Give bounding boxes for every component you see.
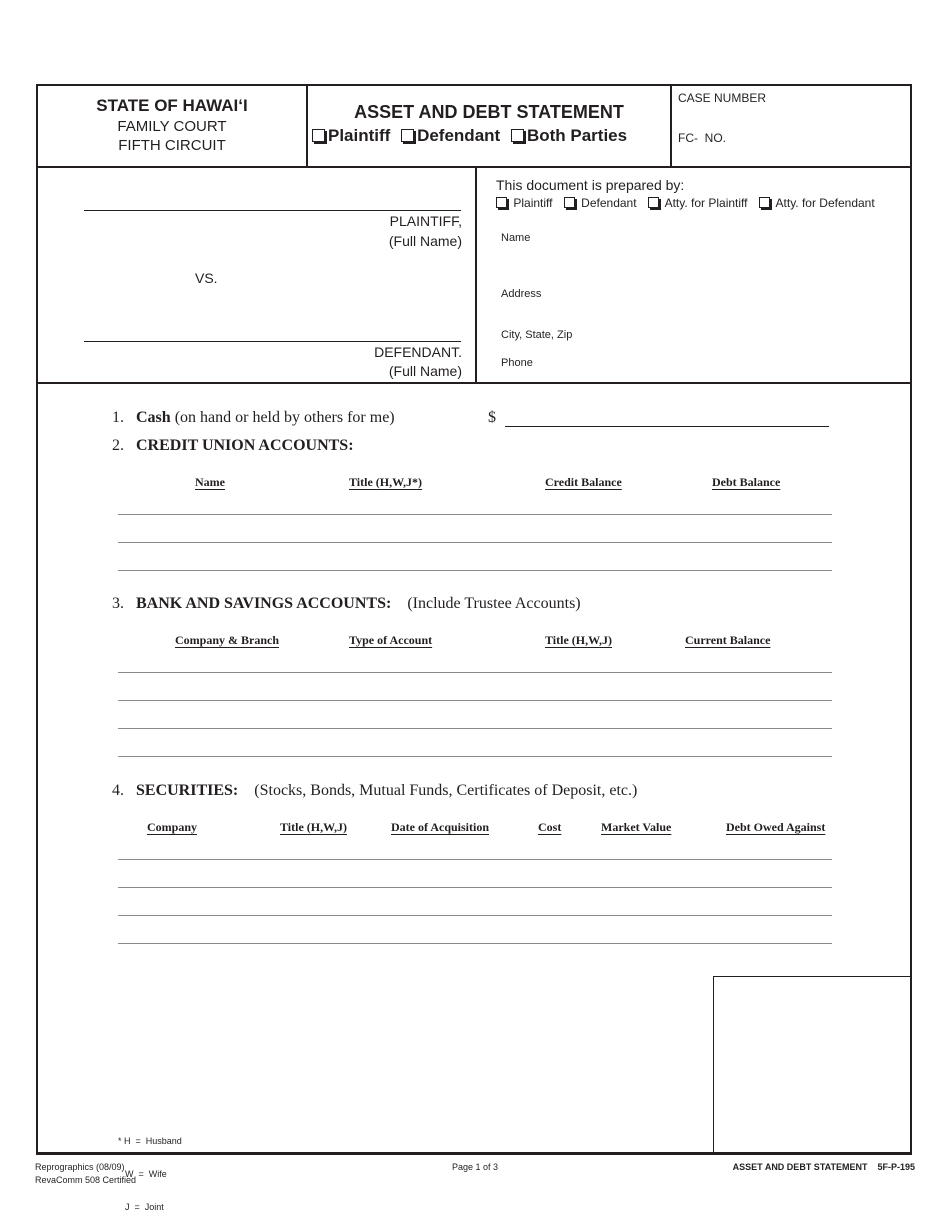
court-circuit: FIFTH CIRCUIT: [118, 137, 226, 154]
footer-page-number: Page 1 of 3: [451, 1162, 499, 1172]
footer-form-id: ASSET AND DEBT STATEMENT 5F-P-195: [732, 1162, 915, 1172]
securities-section: 4. SECURITIES: (Stocks, Bonds, Mutual Funds, Certificates of Deposit, etc.): [112, 782, 638, 799]
defendant-label: DEFENDANT.: [374, 344, 462, 360]
footer-revacomm: RevaComm 508 Certified: [35, 1175, 137, 1185]
bank-entry-line[interactable]: [118, 756, 832, 757]
prepared-defendant-checkbox[interactable]: [564, 197, 575, 208]
form-title: ASSET AND DEBT STATEMENT: [354, 102, 624, 122]
securities-entry-line[interactable]: [118, 887, 832, 888]
vs-label: VS.: [195, 270, 218, 286]
securities-note: (Stocks, Bonds, Mutual Funds, Certificates of Deposit, etc.): [254, 782, 638, 799]
cash-amount-line[interactable]: [505, 426, 829, 427]
defendant-name-line[interactable]: [84, 341, 461, 342]
plaintiff-label: PLAINTIFF,: [389, 213, 462, 229]
prepared-by-options: [496, 196, 875, 210]
header-col-divider-1: [306, 84, 308, 167]
court-name: FAMILY COURT: [117, 118, 227, 135]
preparer-city-field[interactable]: City, State, Zip: [501, 329, 573, 341]
plaintiff-checkbox[interactable]: [312, 129, 325, 142]
prepared-by-atty-plaintiff[interactable]: Atty. for Plaintiff: [648, 196, 748, 210]
filing-stamp-box: [713, 976, 912, 1155]
case-number-label: CASE NUMBER: [678, 91, 767, 105]
sec-col-date: Date of Acquisition: [391, 820, 490, 834]
cash-title: Cash: [136, 409, 171, 426]
fc-no-label[interactable]: FC- NO.: [678, 131, 726, 145]
cu-entry-line[interactable]: [118, 542, 832, 543]
preparer-address-field[interactable]: Address: [501, 288, 542, 300]
caption-divider: [36, 382, 912, 384]
securities-entry-line[interactable]: [118, 915, 832, 916]
plaintiff-name-line[interactable]: [84, 210, 461, 211]
legend-joint: J = Joint: [125, 1202, 164, 1212]
preparer-phone-field[interactable]: Phone: [501, 357, 533, 369]
prepared-by-title: This document is prepared by:: [496, 177, 685, 193]
party-selector: [312, 126, 670, 146]
cash-section: 1. Cash (on hand or held by others for me): [112, 409, 395, 426]
bank-col-balance: Current Balance: [685, 633, 771, 647]
securities-entry-line[interactable]: [118, 859, 832, 860]
cu-col-name: Name: [195, 475, 225, 489]
prepared-atty-defendant-checkbox[interactable]: [759, 197, 770, 208]
cash-dollar-sign: $: [488, 409, 496, 426]
sec-col-market-value: Market Value: [601, 820, 672, 834]
footer-reprographics: Reprographics (08/09): [35, 1162, 125, 1172]
caption-col-divider: [475, 166, 477, 383]
bank-title: BANK AND SAVINGS ACCOUNTS:: [136, 595, 392, 612]
cu-entry-line[interactable]: [118, 570, 832, 571]
legend-wife: W = Wife: [125, 1169, 167, 1179]
prepared-by-atty-defendant[interactable]: Atty. for Defendant: [759, 196, 875, 210]
sec-col-debt-owed: Debt Owed Against: [726, 820, 826, 834]
bank-col-company: Company & Branch: [175, 633, 280, 647]
court-state: STATE OF HAWAI‘I: [96, 96, 248, 115]
securities-title: SECURITIES:: [136, 782, 239, 799]
defendant-checkbox[interactable]: [401, 129, 414, 142]
header-divider: [36, 166, 912, 168]
credit-union-section: 2. CREDIT UNION ACCOUNTS:: [112, 437, 354, 454]
bank-note: (Include Trustee Accounts): [407, 595, 581, 612]
prepared-by-defendant[interactable]: Defendant: [564, 196, 637, 210]
cu-col-debt-balance: Debt Balance: [712, 475, 781, 489]
party-plaintiff-option[interactable]: Plaintiff: [312, 126, 390, 145]
party-defendant-option[interactable]: Defendant: [401, 126, 500, 145]
bank-col-title: Title (H,W,J): [545, 633, 613, 647]
header-col-divider-2: [670, 84, 672, 167]
bank-entry-line[interactable]: [118, 728, 832, 729]
party-both-option[interactable]: Both Parties: [511, 126, 627, 145]
cash-note: (on hand or held by others for me): [174, 409, 395, 426]
prepared-plaintiff-checkbox[interactable]: [496, 197, 507, 208]
sec-col-title: Title (H,W,J): [280, 820, 348, 834]
bank-section: 3. BANK AND SAVINGS ACCOUNTS: (Include Trustee Accounts): [112, 595, 581, 612]
securities-entry-line[interactable]: [118, 943, 832, 944]
credit-union-title: CREDIT UNION ACCOUNTS:: [136, 437, 354, 454]
sec-col-company: Company: [147, 820, 198, 834]
both-parties-checkbox[interactable]: [511, 129, 524, 142]
title-legend: [118, 1114, 182, 1224]
preparer-name-field[interactable]: Name: [501, 232, 531, 244]
cu-col-credit-balance: Credit Balance: [545, 475, 622, 489]
legend-husband: * H = Husband: [118, 1136, 182, 1146]
defendant-full-name-label: (Full Name): [388, 363, 462, 379]
bank-entry-line[interactable]: [118, 700, 832, 701]
bank-col-type: Type of Account: [349, 633, 433, 647]
cu-entry-line[interactable]: [118, 514, 832, 515]
sec-col-cost: Cost: [538, 820, 562, 834]
prepared-by-plaintiff[interactable]: Plaintiff: [496, 196, 552, 210]
cu-col-title: Title (H,W,J*): [349, 475, 423, 489]
plaintiff-full-name-label: (Full Name): [388, 233, 462, 249]
bank-entry-line[interactable]: [118, 672, 832, 673]
prepared-atty-plaintiff-checkbox[interactable]: [648, 197, 659, 208]
